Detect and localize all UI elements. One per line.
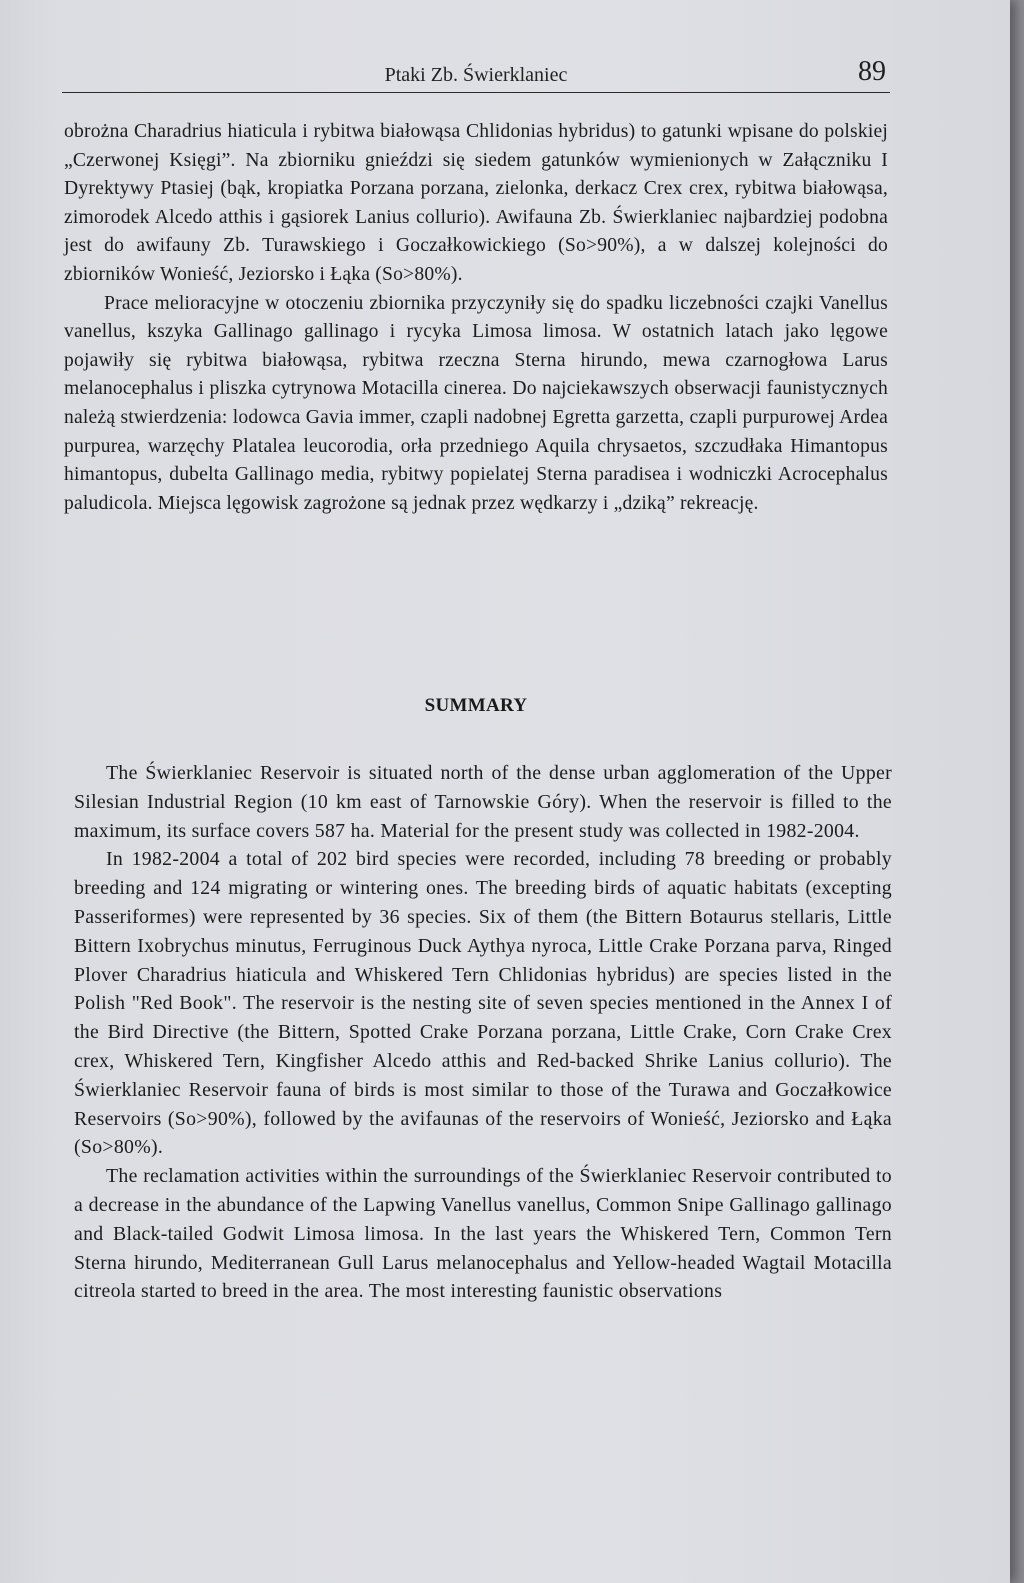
summary-section [74,759,892,1306]
summary-paragraph-1: The Świerklaniec Reservoir is situated north of the dense urban agglomeration of the Upper Silesian Industrial Region (10 km east of Tarnowskie Góry). When the reservoir is filled to the maximum, its surface covers 587 ha. Material for the present study was collected in 1982-2004. [74,762,892,842]
summary-paragraph-3: The reclamation activities within the surroundings of the Świerklaniec Reservoir contributed to a decrease in the abundance of the Lapwing Vanellus vanellus, Common Snipe Gallinago gallinago and Black-tailed Godwit Limosa limosa. In the last years the Whiskered Tern, Common Tern Sterna hirundo, Mediterranean Gull Larus melanocephalus and Yellow-headed Wagtail Motacilla citreola started to breed in the area. The most interesting faunistic observations [74,1165,892,1303]
polish-paragraph-2: Prace melioracyjne w otoczeniu zbiornika przyczyniły się do spadku liczebności czajki Vanellus vanellus, kszyka Gallinago gallinago i rycyka Limosa limosa. W ostatnich latach jako lęgowe pojawiły się rybitwa białowąsa, rybitwa rzeczna Sterna hirundo, mewa czarnogłowa Larus melanocephalus i pliszka cytrynowa Motacilla cinerea. Do najciekawszych obserwacji faunistycznych należą stwierdzenia: lodowca Gavia immer, czapli nadobnej Egretta garzetta, czapli purpurowej Ardea purpurea, warzęchy Platalea leucorodia, orła przedniego Aquila chrysaetos, szczudłaka Himantopus himantopus, dubelta Gallinago media, rybitwy popielatej Sterna paradisea i wodniczki Acrocephalus paludicola. Miejsca lęgowisk zagrożone są jednak przez wędkarzy i „dziką” rekreację. [64,292,888,514]
running-title: Ptaki Zb. Świerklaniec [384,64,568,86]
polish-paragraph-1: obrożna Charadrius hiaticula i rybitwa białowąsa Chlidonias hybridus) to gatunki wpisane do polskiej „Czerwonej Księgi”. Na zbiorniku gnieździ się siedem gatunków wymienionych w Załączniku I Dyrektywy Ptasiej (bąk, kropiatka Porzana porzana, zielonka, derkacz Crex crex, rybitwa białowąsa, zimorodek Alcedo atthis i gąsiorek Lanius collurio). Awifauna Zb. Świerklaniec najbardziej podobna jest do awifauny Zb. Turawskiego i Goczałkowickiego (So>90%), a w dalszej kolejności do zbiorników Wonieść, Jeziorsko i Łąka (So>80%). [64,121,888,285]
page-number: 89 [858,56,886,87]
summary-paragraph-2: In 1982-2004 a total of 202 bird species were recorded, including 78 breeding or probably breeding and 124 migrating or wintering ones. The breeding birds of aquatic habitats (excepting Passeriformes) were represented by 36 species. Six of them (the Bittern Botaurus stellaris, Little Bittern Ixobrychus minutus, Ferruginous Duck Aythya nyroca, Little Crake Porzana parva, Ringed Plover Charadrius hiaticula and Whiskered Tern Chlidonias hybridus) are species listed in the Polish "Red Book". The reservoir is the nesting site of seven species mentioned in the Annex I of the Bird Directive (the Bittern, Spotted Crake Porzana porzana, Little Crake, Corn Crake Crex crex, Whiskered Tern, Kingfisher Alcedo atthis and Red-backed Shrike Lanius collurio). The Świerklaniec Reservoir fauna of birds is most similar to those of the Turawa and Goczałkowice Reservoirs (So>90%), followed by the avifaunas of the reservoirs of Wonieść, Jeziorsko and Łąka (So>80%). [74,848,892,1159]
page-header [62,52,890,93]
polish-text-section [64,118,888,518]
summary-heading: SUMMARY [424,695,528,716]
